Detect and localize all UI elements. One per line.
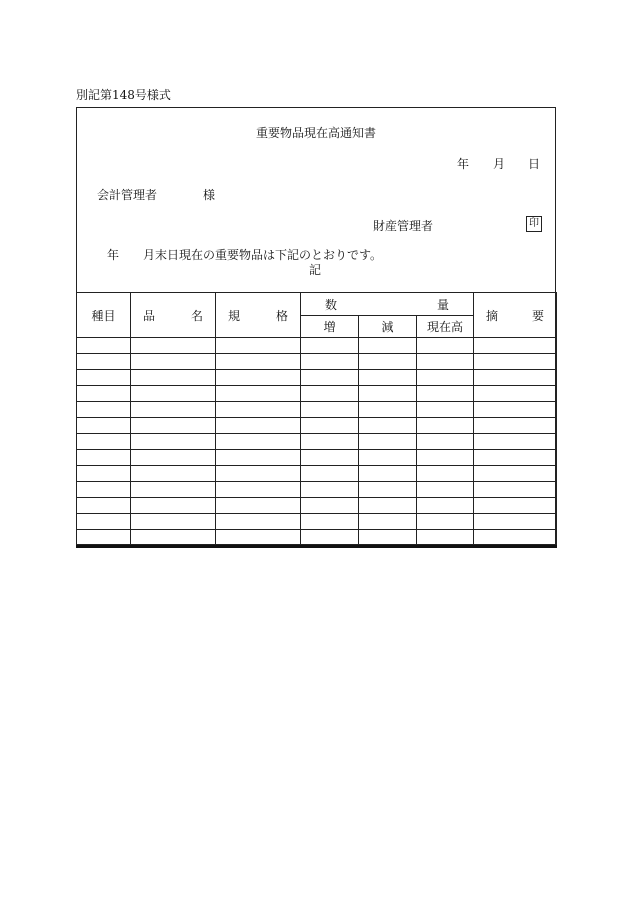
header-increase: 増 (301, 316, 359, 338)
table-cell (359, 514, 417, 530)
table-cell (417, 498, 474, 514)
table-cell (131, 418, 216, 434)
table-row (77, 418, 557, 434)
table-cell (474, 514, 557, 530)
table-cell (417, 354, 474, 370)
table-cell (77, 418, 131, 434)
table-cell (77, 450, 131, 466)
table-row (77, 338, 557, 354)
table-row (77, 402, 557, 418)
date-month-label: 月 (493, 157, 506, 171)
header-spec: 規 格 (216, 293, 301, 338)
table-row (77, 354, 557, 370)
header-item-name: 品 名 (131, 293, 216, 338)
table-cell (474, 370, 557, 386)
table-cell (417, 370, 474, 386)
table-cell (301, 434, 359, 450)
table-cell (417, 514, 474, 530)
table-cell (77, 354, 131, 370)
table-cell (359, 498, 417, 514)
table-cell (216, 434, 301, 450)
addressee-name: 会計管理者 (97, 188, 158, 202)
table-cell (131, 482, 216, 498)
header-remarks: 摘 要 (474, 293, 557, 338)
table-cell (301, 482, 359, 498)
table-cell (417, 450, 474, 466)
table-cell (301, 338, 359, 354)
table-cell (359, 482, 417, 498)
table-cell (301, 514, 359, 530)
table-row (77, 386, 557, 402)
table-row (77, 514, 557, 530)
table-cell (474, 354, 557, 370)
table-row (77, 498, 557, 514)
table-cell (77, 498, 131, 514)
table-cell (474, 418, 557, 434)
date-day-label: 日 (528, 157, 541, 171)
table-row (77, 370, 557, 386)
form-title: 重要物品現在高通知書 (255, 126, 376, 140)
table-cell (131, 530, 216, 547)
table-cell (301, 418, 359, 434)
table-cell (301, 386, 359, 402)
table-cell (77, 338, 131, 354)
table-cell (359, 338, 417, 354)
table-cell (359, 418, 417, 434)
table-cell (216, 354, 301, 370)
header-current: 現在高 (417, 316, 474, 338)
table-cell (77, 530, 131, 547)
table-cell (216, 370, 301, 386)
table-cell (474, 338, 557, 354)
table-cell (216, 450, 301, 466)
table-cell (131, 498, 216, 514)
header-decrease: 減 (359, 316, 417, 338)
table-cell (359, 354, 417, 370)
seal-mark: 印 (526, 216, 542, 232)
table-cell (131, 338, 216, 354)
header-category: 種目 (77, 293, 131, 338)
table-cell (216, 418, 301, 434)
table-cell (359, 450, 417, 466)
table-cell (359, 530, 417, 547)
sender-name: 財産管理者 (373, 219, 434, 233)
table-cell (417, 402, 474, 418)
table-cell (359, 434, 417, 450)
table-cell (77, 482, 131, 498)
table-cell (417, 482, 474, 498)
table-row (77, 530, 557, 547)
table-cell (359, 466, 417, 482)
table-cell (131, 434, 216, 450)
table-cell (216, 530, 301, 547)
header-quantity: 数 量 (301, 293, 474, 316)
table-cell (417, 338, 474, 354)
table-row (77, 482, 557, 498)
table-cell (216, 514, 301, 530)
table-cell (77, 434, 131, 450)
table-cell (131, 466, 216, 482)
table-cell (216, 466, 301, 482)
ki-label: 記 (309, 263, 322, 277)
table-cell (359, 370, 417, 386)
table-cell (77, 386, 131, 402)
items-table (76, 292, 557, 548)
table-cell (474, 482, 557, 498)
notification-form (76, 107, 556, 545)
table-cell (474, 450, 557, 466)
table-row (77, 450, 557, 466)
table-cell (474, 386, 557, 402)
table-cell (474, 530, 557, 547)
table-cell (131, 402, 216, 418)
table-cell (131, 514, 216, 530)
table-cell (417, 418, 474, 434)
addressee-honorific: 様 (203, 188, 216, 202)
table-cell (131, 354, 216, 370)
date-year-label: 年 (457, 157, 470, 171)
table-cell (131, 450, 216, 466)
table-cell (417, 466, 474, 482)
table-cell (131, 370, 216, 386)
table-cell (77, 514, 131, 530)
table-cell (216, 482, 301, 498)
table-cell (216, 386, 301, 402)
table-cell (301, 402, 359, 418)
table-cell (131, 386, 216, 402)
table-cell (417, 530, 474, 547)
table-row (77, 434, 557, 450)
table-cell (301, 354, 359, 370)
table-cell (216, 338, 301, 354)
table-cell (474, 498, 557, 514)
table-cell (417, 434, 474, 450)
form-number-label: 別記第148号様式 (76, 88, 171, 102)
table-cell (77, 466, 131, 482)
table-cell (359, 386, 417, 402)
table-row (77, 466, 557, 482)
statement-text: 月末日現在の重要物品は下記のとおりです。 (143, 248, 383, 262)
table-cell (216, 498, 301, 514)
statement-year-label: 年 (107, 248, 120, 262)
table-cell (301, 498, 359, 514)
table-cell (301, 450, 359, 466)
table-cell (474, 466, 557, 482)
table-cell (216, 402, 301, 418)
table-cell (301, 466, 359, 482)
table-cell (301, 370, 359, 386)
table-cell (77, 402, 131, 418)
table-cell (301, 530, 359, 547)
table-cell (359, 402, 417, 418)
table-cell (417, 386, 474, 402)
table-cell (474, 434, 557, 450)
table-cell (77, 370, 131, 386)
table-cell (474, 402, 557, 418)
